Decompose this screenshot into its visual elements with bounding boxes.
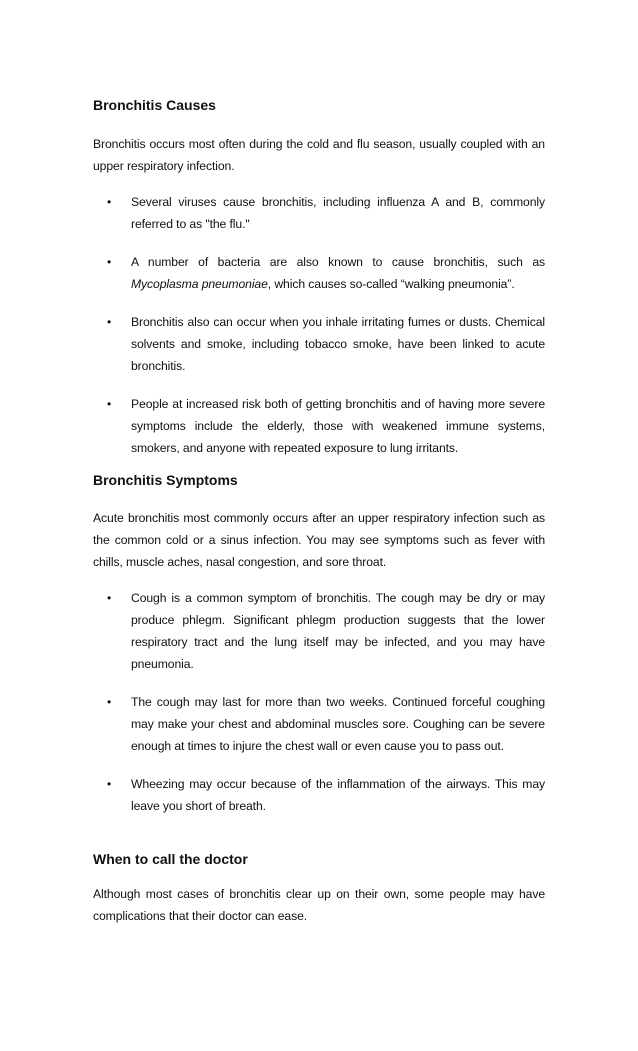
list-item: [93, 393, 545, 459]
list-item: [93, 311, 545, 377]
paragraph-symptoms-intro: Acute bronchitis most commonly occurs after an upper respiratory infection such as the common cold or a sinus infection. You may see symptoms such as fever with chills, muscle aches, nasal congestion, and sore throat.: [93, 511, 545, 569]
list-item-text-post: , which causes so-called “walking pneumonia”.: [267, 277, 515, 291]
list-item: [93, 587, 545, 675]
list-item: [93, 691, 545, 757]
species-name: Mycoplasma pneumoniae: [131, 277, 268, 291]
list-item-text: Cough is a common symptom of bronchitis. The cough may be dry or may produce phlegm. Significant phlegm production suggests that the lower respiratory tract and the lung itself may be infected, and you may have pneumonia.: [131, 591, 545, 671]
list-item: [93, 191, 545, 235]
list-item-text: Bronchitis also can occur when you inhale irritating fumes or dusts. Chemical solvents and smoke, including tobacco smoke, have been linked to acute bronchitis.: [131, 315, 545, 373]
bullet-icon: •: [107, 195, 112, 209]
paragraph-when-to-call: Although most cases of bronchitis clear up on their own, some people may have complications that their doctor can ease.: [93, 887, 545, 923]
causes-bullet-list: [93, 191, 545, 459]
bullet-icon: •: [107, 777, 112, 791]
bullet-icon: •: [107, 397, 112, 411]
list-item: [93, 251, 545, 295]
paragraph-causes-intro: Bronchitis occurs most often during the cold and flu season, usually coupled with an upper respiratory infection.: [93, 137, 545, 173]
bullet-icon: •: [107, 255, 112, 269]
heading-bronchitis-symptoms: Bronchitis Symptoms: [93, 472, 238, 488]
list-item-text: The cough may last for more than two weeks. Continued forceful coughing may make your chest and abdominal muscles sore. Coughing can be severe enough at times to injure the chest wall or even cause you to pass out.: [131, 695, 545, 753]
list-item-text: Several viruses cause bronchitis, including influenza A and B, commonly referred to as "the flu.": [131, 195, 545, 231]
bullet-icon: •: [107, 591, 112, 605]
list-item-text-pre: A number of bacteria are also known to cause bronchitis, such as: [131, 255, 545, 269]
symptoms-bullet-list: [93, 587, 545, 817]
heading-bronchitis-causes: Bronchitis Causes: [93, 97, 216, 113]
list-item: [93, 773, 545, 817]
bullet-icon: •: [107, 695, 112, 709]
bullet-icon: •: [107, 315, 112, 329]
list-item-text: Wheezing may occur because of the inflammation of the airways. This may leave you short of breath.: [131, 777, 545, 813]
heading-when-to-call-doctor: When to call the doctor: [93, 851, 248, 867]
list-item-text: People at increased risk both of getting bronchitis and of having more severe symptoms include the elderly, those with weakened immune systems, smokers, and anyone with repeated exposure to lung irritants.: [131, 397, 545, 455]
